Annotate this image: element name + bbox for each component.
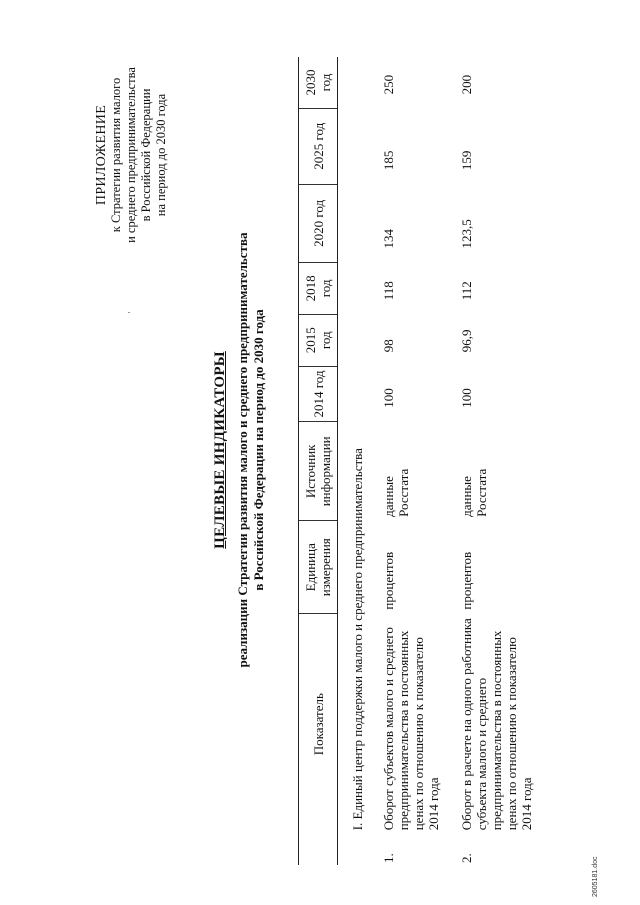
row-value: 112	[459, 281, 474, 301]
doc-id: 2605181.doc	[592, 856, 599, 897]
row-value: 200	[459, 74, 474, 95]
section-row	[338, 57, 372, 865]
header-year: 2014 год	[299, 366, 338, 421]
row-value: 250	[381, 74, 396, 95]
annex-line: и среднего предпринимательства	[124, 67, 138, 243]
row-value: 134	[381, 229, 396, 249]
row-value: 96,9	[459, 329, 474, 353]
row-indicator: Оборот субъектов малого и среднего предпринимательства в постоянных ценах по отношению к показателю 2014 года	[381, 627, 441, 831]
row-source: данные Росстата	[459, 468, 489, 517]
row-unit: процентов	[459, 551, 474, 610]
row-value: 100	[459, 388, 474, 408]
row-unit: процентов	[381, 551, 396, 610]
header-row	[299, 57, 338, 865]
title-main: ЦЕЛЕВЫЕ ИНДИКАТОРЫ	[212, 351, 228, 549]
indicators-table	[298, 57, 542, 865]
header-num	[299, 834, 338, 865]
annex-block	[94, 25, 169, 285]
fold-mark	[128, 312, 130, 313]
header-year: 2015 год	[299, 314, 338, 366]
row-value: 98	[381, 339, 396, 353]
header-year: 2030 год	[299, 57, 338, 108]
document-title	[212, 145, 267, 755]
row-number: 1.	[381, 853, 396, 863]
table-row	[371, 57, 449, 865]
title-line-1: реализации Стратегии развития малого и среднего предпринимательства	[235, 232, 250, 668]
row-value: 118	[381, 281, 396, 301]
header-source: Источник информации	[299, 422, 338, 521]
header-year: 2018 год	[299, 263, 338, 315]
annex-heading: ПРИЛОЖЕНИЕ	[94, 104, 109, 206]
header-year: 2020 год	[299, 184, 338, 262]
section-title: I. Единый центр поддержки малого и среднего предпринимательства	[350, 448, 365, 831]
row-indicator: Оборот в расчете на одного работника субъекта малого и среднего предпринимательства в постоянных ценах по отношению к показателю 2014 года	[459, 618, 534, 831]
header-unit: Единица измерения	[299, 521, 338, 614]
annex-line: к Стратегии развития малого	[109, 77, 123, 233]
row-value: 159	[459, 150, 474, 171]
row-value: 123,5	[459, 219, 474, 249]
table-row	[449, 57, 542, 865]
row-number: 2.	[459, 853, 474, 863]
row-value: 100	[381, 388, 396, 408]
row-value: 185	[381, 150, 396, 171]
title-line-2: в Российской Федерации на период до 2030 года	[251, 309, 266, 591]
header-year: 2025 год	[299, 108, 338, 184]
section-spacer	[338, 834, 372, 865]
row-source: данные Росстата	[381, 468, 411, 517]
annex-line: на период до 2030 года	[154, 93, 168, 217]
header-indicator: Показатель	[299, 614, 338, 835]
annex-line: в Российской Федерации	[139, 88, 153, 222]
